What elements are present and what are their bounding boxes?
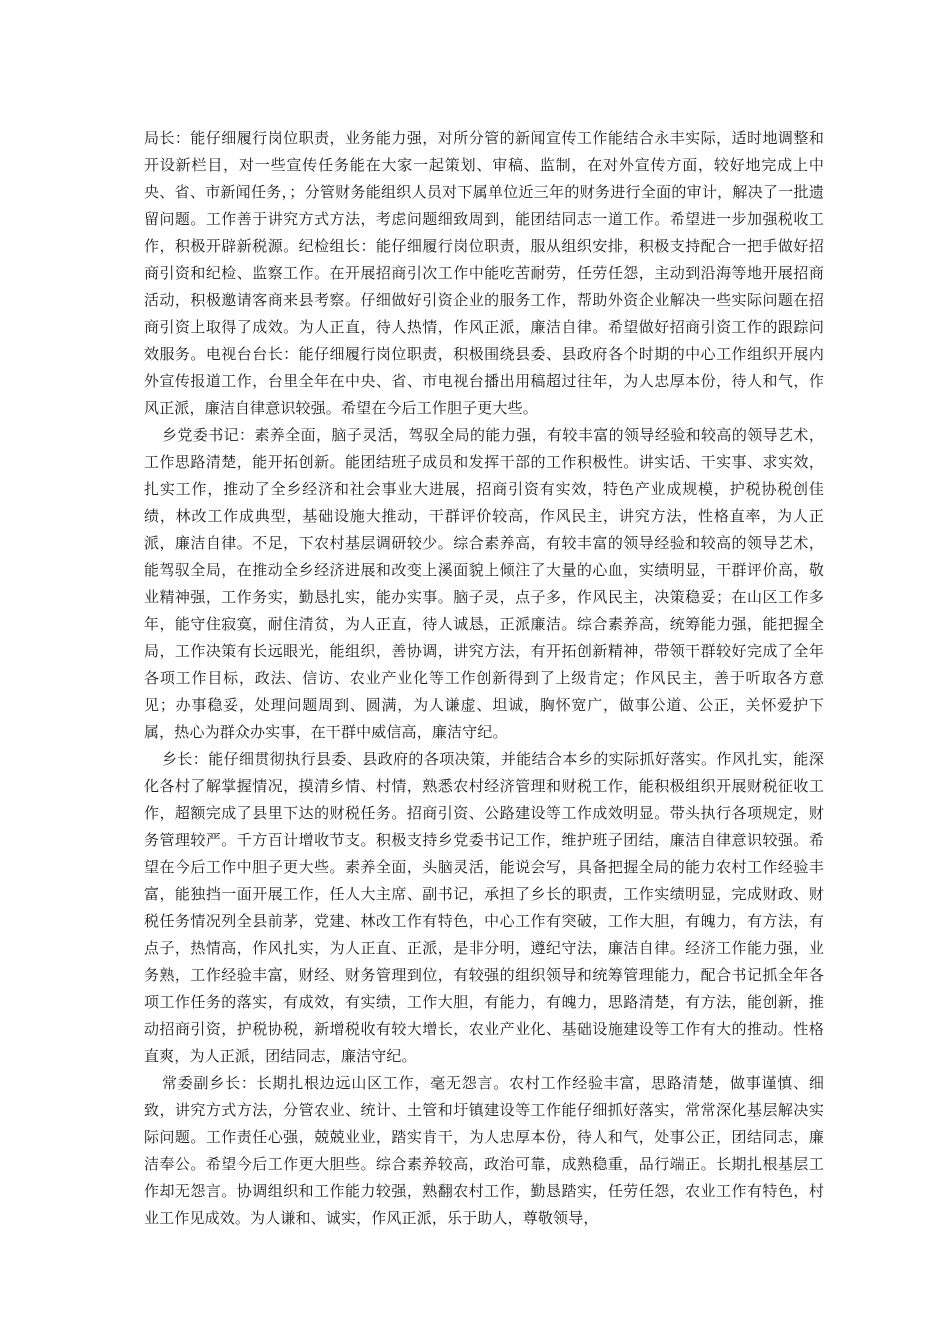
paragraph-bureau-chief: 局长：能仔细履行岗位职责，业务能力强，对所分管的新闻宣传工作能结合永丰实际，适时地调整和开设新栏目，对一些宣传任务能在大家一起策划、审稿、监制，在对外宣传方面，较好地完成上中央、省、市新闻任务，；分管财务能组织人员对下属单位近三年的财务进行全面的审计，解决了一批遗留问题。工作善于讲究方式方法，考虑问题细致周到，能团结同志一道工作。希望进一步加强税收工作，积极开辟新税源。纪检组长：能仔细履行岗位职责，服从组织安排，积极支持配合一把手做好招商引资和纪检、监察工作。在开展招商引次工作中能吃苦耐劳，任劳任怨，主动到沿海等地开展招商活动，积极邀请客商来县考察。仔细做好引资企业的服务工作，帮助外资企业解决一些实际问题在招商引资上取得了成效。为人正直，待人热情，作风正派，廉洁自律。希望做好招商引资工作的跟踪问效服务。电视台台长：能仔细履行岗位职责，积极围绕县委、县政府各个时期的中心工作组织开展内外宣传报道工作，台里全年在中央、省、市电视台播出用稿超过往年，为人忠厚本份，待人和气，作风正派，廉洁自律意识较强。希望在今后工作胆子更大些。 [144, 129, 824, 417]
paragraph-deputy-head: 常委副乡长：长期扎根边远山区工作，毫无怨言。农村工作经验丰富，思路清楚，做事谨慎、细致，讲究方式方法，分管农业、统计、土管和圩镇建设等工作能仔细抓好落实，常常深化基层解决实际问题。工作责任心强，兢兢业业，踏实肯干，为人忠厚本份，待人和气，处事公正，团结同志，廉洁奉公。希望今后工作更大胆些。综合素养较高，政治可靠，成熟稳重，品行端正。长期扎根基层工作却无怨言。协调组织和工作能力较强，熟翻农村工作，勤恳踏实，任劳任怨，农业工作有特色，村业工作见成效。为人谦和、诚实，作风正派，乐于助人，尊敬领导， [144, 1074, 824, 1227]
paragraph-party-secretary: 乡党委书记：素养全面，脑子灵活，驾驭全局的能力强，有较丰富的领导经验和较高的领导艺术，工作思路清楚，能开拓创新。能团结班子成员和发挥干部的工作积极性。讲实话、干实事、求实效，扎实工作，推动了全乡经济和社会事业大进展，招商引资有实效，特色产业成规模，护税协税创佳绩，林改工作成典型，基础设施大推动，干群评价较高，作风民主，讲究方法，性格直率，为人正派，廉洁自律。不足，下农村基层调研较少。综合素养高，有较丰富的领导经验和较高的领导艺术，能驾驭全局，在推动全乡经济进展和改变上溪面貌上倾注了大量的心血，实绩明显，干群评价高，敬业精神强，工作务实，勤恳扎实，能办实事。脑子灵，点子多，作风民主，决策稳妥；在山区工作多年，能守住寂寞，耐住清贫，为人正直，待人诚恳，正派廉洁。综合素养高，统筹能力强，能把握全局，工作决策有长远眼光，能组织，善协调，讲究方法，有开拓创新精神，带领干群较好完成了全年各项工作目标，政法、信访、农业产业化等工作创新得到了上级肯定；作风民主，善于听取各方意见；办事稳妥，处理问题周到、圆满，为人谦虚、坦诚，胸怀宽广，做事公道、公正，关怀爱护下属，热心为群众办实事，在干群中威信高，廉洁守纪。 [144, 426, 824, 741]
document-body [144, 125, 824, 1232]
paragraph-township-head: 乡长：能仔细贯彻执行县委、县政府的各项决策，并能结合本乡的实际抓好落实。作风扎实，能深化各村了解掌握情况，摸清乡情、村情，熟悉农村经济管理和财税工作，能积极组织开展财税征收工作，超额完成了县里下达的财税任务。招商引资、公路建设等工作成效明显。带头执行各项规定，财务管理较严。千方百计增收节支。积极支持乡党委书记工作，维护班子团结，廉洁自律意识较强。希望在今后工作中胆子更大些。素养全面，头脑灵活，能说会写，具备把握全局的能力农村工作经验丰富，能独挡一面开展工作，任人大主席、副书记，承担了乡长的职责，工作实绩明显，完成财政、财税任务情况列全县前茅，党建、林改工作有特色，中心工作有突破，工作大胆，有魄力，有方法，有点子，热情高，作风扎实，为人正直、正派，是非分明，遵纪守法，廉洁自律。经济工作能力强，业务熟，工作经验丰富，财经、财务管理到位，有较强的组织领导和统筹管理能力，配合书记抓全年各项工作任务的落实，有成效，有实绩，工作大胆，有能力，有魄力，思路清楚，有方法，能创新，推动招商引资，护税协税，新增税收有较大增长，农业产业化、基础设施建设等工作有大的推动。性格直爽，为人正派，团结同志，廉洁守纪。 [144, 750, 824, 1065]
